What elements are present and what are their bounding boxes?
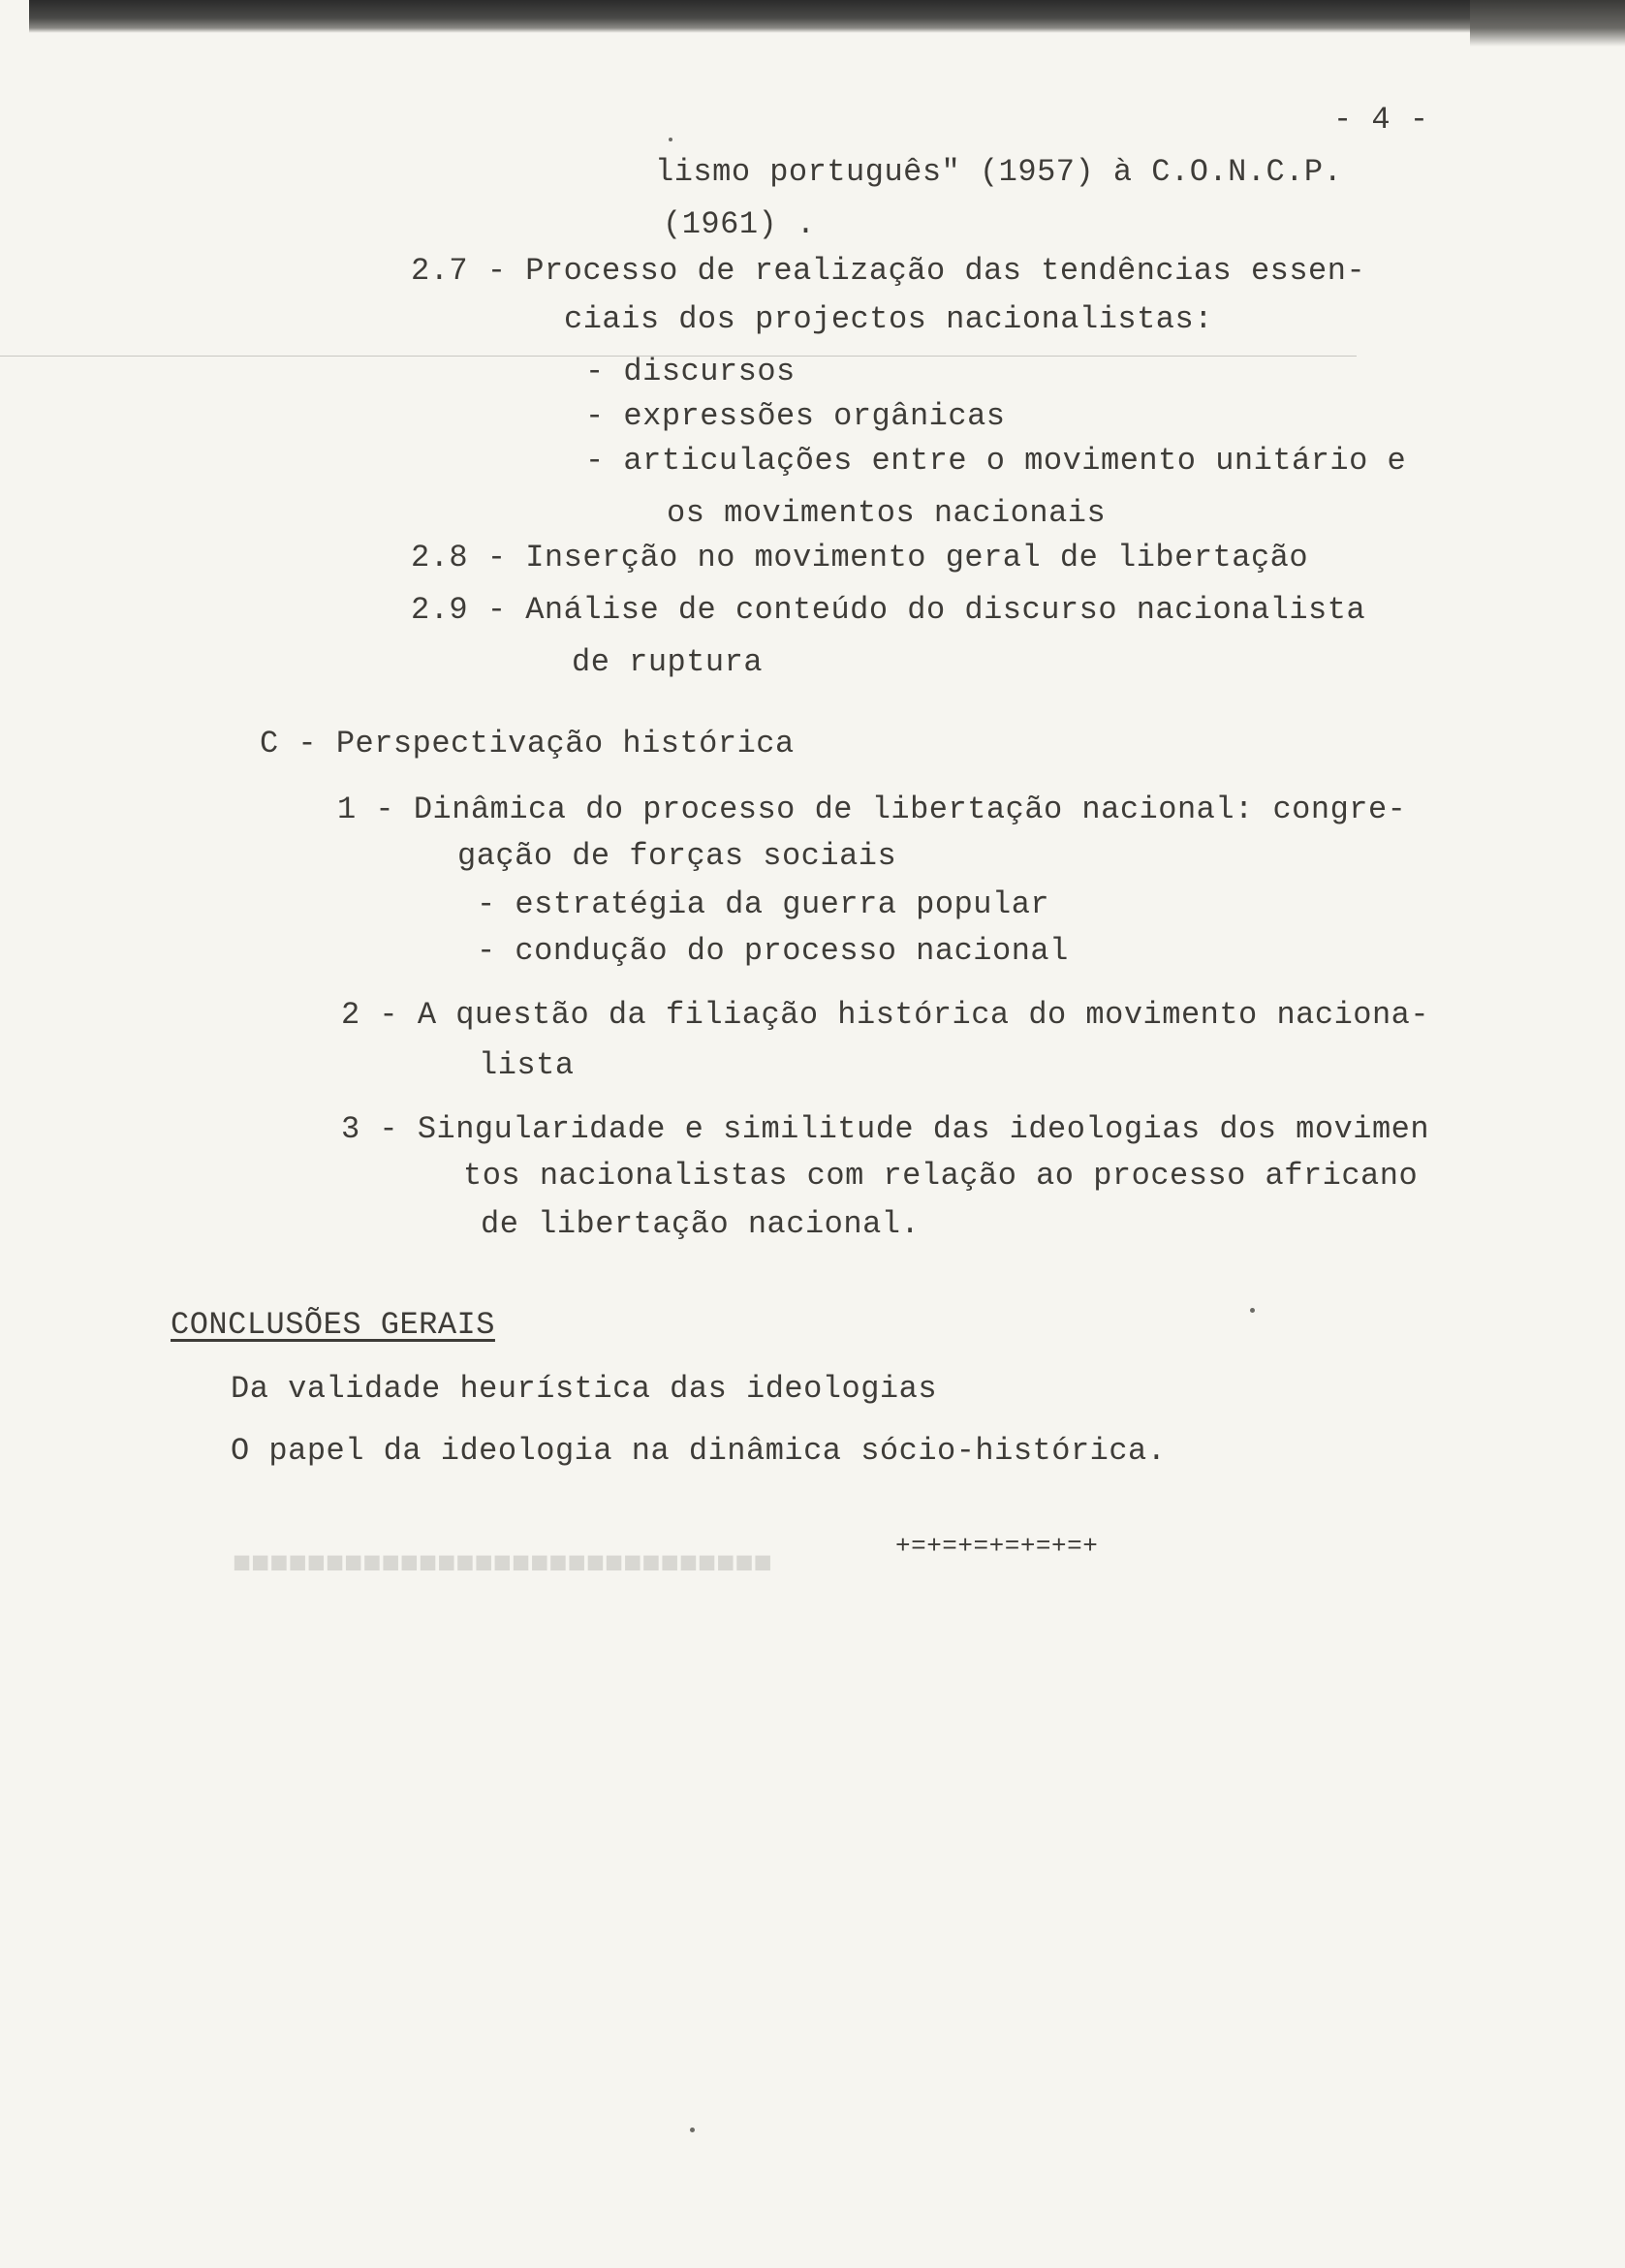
section-heading-c-1: 1 - Dinâmica do processo de libertação nacional: congre- <box>337 792 1407 827</box>
list-item: - expressões orgânicas <box>585 398 1006 434</box>
list-item: - estratégia da guerra popular <box>477 886 1050 922</box>
text-line: lista <box>479 1047 575 1083</box>
section-heading-c-2: 2 - A questão da filiação histórica do movimento naciona- <box>341 997 1430 1033</box>
text-line: gação de forças sociais <box>457 838 897 874</box>
section-heading-c: C - Perspectivação histórica <box>260 726 795 761</box>
page-number: - 4 - <box>1333 102 1429 138</box>
text-line: lismo português" (1957) à C.O.N.C.P. <box>655 154 1343 190</box>
conclusions-heading: CONCLUSÕES GERAIS <box>171 1307 495 1343</box>
bleed-through-text: ■■■■■■■■■■■■■■■■■■■■■■■■■■■■■ <box>233 1546 772 1582</box>
list-item: - discursos <box>585 354 796 389</box>
list-item: - condução do processo nacional <box>477 933 1069 969</box>
text-line: (1961) . <box>663 206 816 242</box>
section-heading-2-8: 2.8 - Inserção no movimento geral de libertação <box>411 540 1309 575</box>
text-line: de ruptura <box>572 644 764 680</box>
text-line: os movimentos nacionais <box>667 495 1107 531</box>
scan-speck <box>690 2128 695 2132</box>
scan-dark-edge <box>29 0 1625 33</box>
text-line: de libertação nacional. <box>481 1206 921 1242</box>
text-line: Da validade heurística das ideologias <box>231 1371 938 1407</box>
scan-dark-edge-right <box>1470 0 1625 47</box>
section-heading-2-9: 2.9 - Análise de conteúdo do discurso nacionalista <box>411 592 1366 628</box>
text-line: O papel da ideologia na dinâmica sócio-histórica. <box>231 1433 1167 1469</box>
scan-speck <box>1250 1308 1255 1313</box>
scan-speck <box>669 138 672 141</box>
text-line: ciais dos projectos nacionalistas: <box>564 301 1213 337</box>
section-heading-c-3: 3 - Singularidade e similitude das ideologias dos movimen <box>341 1111 1430 1147</box>
end-separator: +=+=+=+=+=+=+ <box>895 1532 1099 1561</box>
text-line: tos nacionalistas com relação ao processo africano <box>463 1158 1419 1194</box>
section-heading-2-7: 2.7 - Processo de realização das tendências essen- <box>411 253 1366 289</box>
list-item: - articulações entre o movimento unitário e <box>585 443 1407 479</box>
